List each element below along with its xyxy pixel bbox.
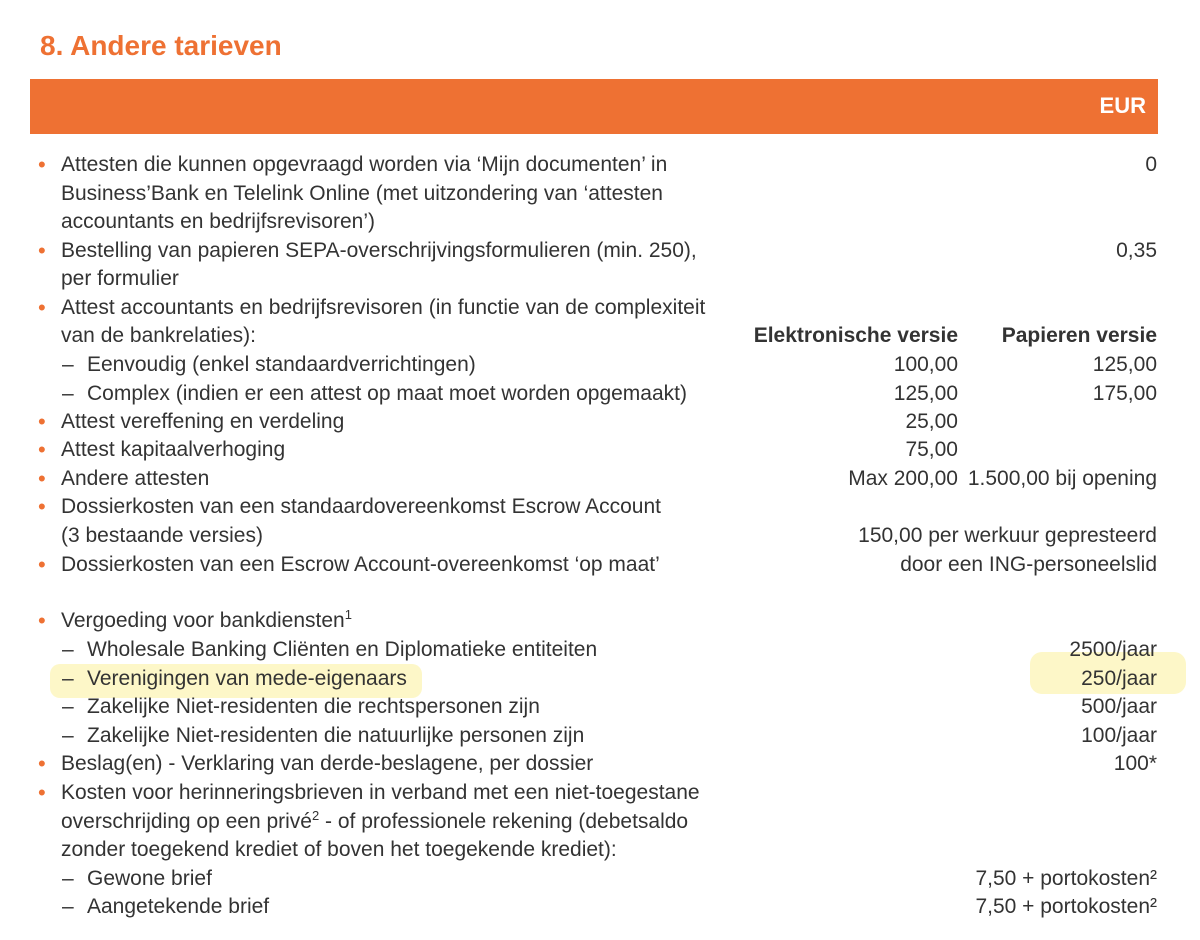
bullet-icon: •	[38, 466, 46, 491]
fee-row	[0, 465, 1200, 493]
fee-label: Complex (indien er een attest op maat moet worden opgemaakt)	[87, 382, 687, 405]
column-header-paper: Papieren versie	[1001, 324, 1157, 347]
dash-icon: –	[62, 895, 74, 918]
fee-label: Aangetekende brief	[87, 895, 270, 918]
fee-row	[0, 750, 1200, 778]
fee-label: Attest kapitaalverhoging	[61, 438, 286, 461]
fee-value-paper: 175,00	[1092, 382, 1157, 405]
fee-label: Attest accountants en bedrijfsrevisoren (in functie van de complexiteit	[61, 296, 706, 319]
fee-label: Attest vereffening en verdeling	[61, 410, 345, 433]
fee-label: Business’Bank en Telelink Online (met uitzondering van ‘attesten	[61, 182, 663, 205]
section-title: 8. Andere tarieven	[40, 30, 282, 61]
fee-row-continued	[0, 522, 1200, 550]
fee-label: Dossierkosten van een standaardovereenkomst Escrow Account	[61, 495, 661, 518]
dash-icon: –	[62, 382, 74, 405]
fee-row-continued	[0, 836, 1200, 864]
fee-subrow	[0, 351, 1200, 379]
fee-label: Wholesale Banking Cliënten en Diplomatieke entiteiten	[87, 638, 598, 661]
currency-header: EUR	[1099, 93, 1146, 118]
fee-label: van de bankrelaties):	[61, 324, 256, 347]
bullet-icon: •	[38, 238, 46, 263]
bullet-icon: •	[38, 780, 46, 805]
fee-label: Andere attesten	[61, 467, 210, 490]
fee-label: Zakelijke Niet-residenten die natuurlijke personen zijn	[87, 724, 585, 747]
bullet-icon: •	[38, 437, 46, 462]
fee-label: Bestelling van papieren SEPA-overschrijvingsformulieren (min. 250),	[61, 239, 697, 262]
fee-value: 2500/jaar	[1069, 638, 1157, 661]
footnote-marker: 1	[344, 607, 352, 622]
fee-label: Kosten voor herinneringsbrieven in verband met een niet-toegestane	[61, 781, 700, 804]
fee-value: 7,50 + portokosten²	[975, 867, 1157, 890]
fee-label: Attesten die kunnen opgevraagd worden via ‘Mijn documenten’ in	[61, 153, 668, 176]
fee-label: Zakelijke Niet-residenten die rechtspersonen zijn	[87, 695, 540, 718]
fee-subrow-highlighted	[0, 665, 1200, 693]
bullet-icon: •	[38, 552, 46, 577]
fee-row	[0, 151, 1200, 179]
bullet-icon: •	[38, 494, 46, 519]
fee-value-paper: 125,00	[1092, 353, 1157, 376]
fee-subrow	[0, 865, 1200, 893]
fee-subrow	[0, 636, 1200, 664]
fee-subrow	[0, 380, 1200, 408]
fee-row-continued	[0, 265, 1200, 293]
bullet-icon: •	[38, 295, 46, 320]
fee-row	[0, 779, 1200, 807]
bullet-icon: •	[38, 608, 46, 633]
column-header-electronic: Elektronische versie	[753, 324, 958, 347]
fee-row	[0, 493, 1200, 521]
fee-value-electronic: Max 200,00	[848, 467, 958, 490]
fee-value: door een ING-personeelslid	[900, 553, 1157, 576]
fee-row-continued	[0, 808, 1200, 836]
fee-row-continued	[0, 180, 1200, 208]
fee-label: Gewone brief	[87, 867, 212, 890]
fee-label: zonder toegekend krediet of boven het toegekende krediet):	[61, 838, 617, 861]
fee-value: 0	[1145, 153, 1157, 176]
header-bar	[30, 79, 1158, 134]
fee-value: 0,35	[1116, 239, 1157, 262]
fee-label-text: overschrijding op een privé	[61, 810, 312, 833]
fee-label-text: - of professionele rekening (debetsaldo	[319, 810, 689, 833]
fee-subrow	[0, 893, 1200, 921]
fee-value: 150,00 per werkuur gepresteerd	[858, 524, 1157, 547]
fee-value-electronic: 25,00	[905, 410, 958, 433]
fee-label	[61, 607, 352, 635]
bullet-icon: •	[38, 751, 46, 776]
fee-label: Dossierkosten van een Escrow Account-overeenkomst ‘op maat’	[61, 553, 660, 576]
fee-row-continued	[0, 208, 1200, 236]
dash-icon: –	[62, 867, 74, 890]
fee-label: (3 bestaande versies)	[61, 524, 263, 547]
fee-value-electronic: 75,00	[905, 438, 958, 461]
dash-icon: –	[62, 667, 74, 690]
fee-value-paper: 1.500,00 bij opening	[967, 467, 1157, 490]
bullet-icon: •	[38, 152, 46, 177]
fee-row-continued	[0, 322, 1200, 350]
bullet-icon: •	[38, 409, 46, 434]
fee-value: 100*	[1113, 752, 1157, 775]
fee-row	[0, 294, 1200, 322]
fee-subrow	[0, 693, 1200, 721]
fee-value-electronic: 100,00	[893, 353, 958, 376]
fee-value: 100/jaar	[1081, 724, 1157, 747]
fee-row	[0, 436, 1200, 464]
fee-row	[0, 607, 1200, 635]
fee-label: per formulier	[61, 267, 179, 290]
fee-row	[0, 237, 1200, 265]
fee-label: Eenvoudig (enkel standaardverrichtingen)	[87, 353, 476, 376]
fee-label: Beslag(en) - Verklaring van derde-beslagene, per dossier	[61, 752, 594, 775]
fee-label: accountants en bedrijfsrevisoren’)	[61, 210, 375, 233]
dash-icon: –	[62, 353, 74, 376]
fee-subrow	[0, 722, 1200, 750]
fee-label	[61, 808, 688, 836]
dash-icon: –	[62, 724, 74, 747]
fee-row	[0, 408, 1200, 436]
dash-icon: –	[62, 695, 74, 718]
footnote-marker: 2	[311, 808, 320, 823]
fee-value: 500/jaar	[1081, 695, 1157, 718]
fee-value: 7,50 + portokosten²	[975, 895, 1157, 918]
fee-row	[0, 551, 1200, 579]
fee-label-text: Vergoeding voor bankdiensten	[61, 609, 345, 632]
fee-value: 250/jaar	[1081, 667, 1157, 690]
fee-value-electronic: 125,00	[893, 382, 958, 405]
dash-icon: –	[62, 638, 74, 661]
fee-label: Verenigingen van mede-eigenaars	[87, 667, 407, 690]
